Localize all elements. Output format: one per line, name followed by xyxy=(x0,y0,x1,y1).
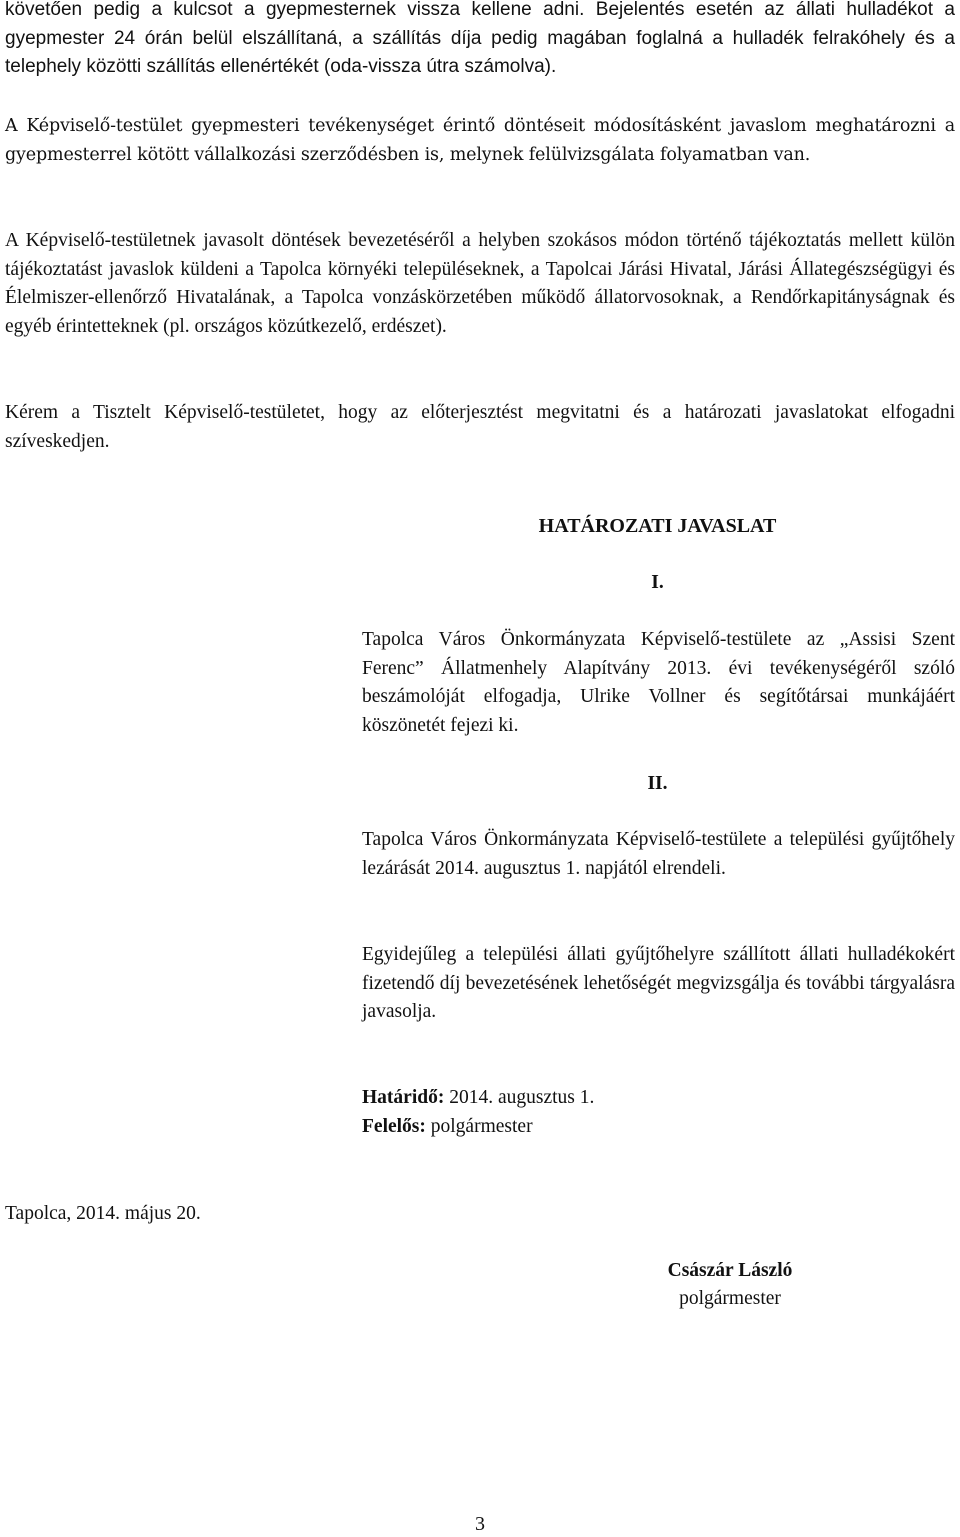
resolution-text-2a: Tapolca Város Önkormányzata Képviselő-testülete a települési gyűjtőhely lezárását 2014. augusztus 1. napjától elrendeli. xyxy=(362,829,955,879)
signer-title: polgármester xyxy=(679,1288,781,1309)
section-number-2: II. xyxy=(647,773,668,794)
place-date: Tapolca, 2014. május 20. xyxy=(5,1203,201,1224)
deadline-label: Határidő: xyxy=(362,1087,445,1108)
resolution-heading: HATÁROZATI JAVASLAT xyxy=(538,515,777,537)
paragraph-request: Kérem a Tisztelt Képviselő-testületet, hogy az előterjesztést megvitatni és a határozati javaslatokat elfogadni szíveskedjen. xyxy=(5,402,955,452)
section-number-1: I. xyxy=(651,572,664,593)
responsible-value: polgármester xyxy=(430,1116,533,1137)
paragraph-contract-amendment: A Képviselő-testület gyepmesteri tevékenységet érintő döntéseit módosításként javaslom meghatározni a gyepmesterrel kötött vállalkozási szerződésben is, melynek felülvizsgálata folyamatban van. xyxy=(5,116,955,165)
resolution-text-2b: Egyidejűleg a települési állati gyűjtőhelyre szállított állati hulladékokért fizetendő díj bevezetésének lehetőségét megvizsgálja és további tárgyalásra javasolja. xyxy=(362,944,955,1023)
responsible-label: Felelős: xyxy=(362,1116,426,1137)
signer-name: Császár László xyxy=(667,1260,793,1281)
paragraph-continuation: követően pedig a kulcsot a gyepmesternek vissza kellene adni. Bejelentés esetén az állati hulladékot a gyepmester 24 órán belül elszállítaná, a szállítás díja pedig magában foglalná a hulladék felrakóhely és a telephely közötti szállítás ellenértékét (oda-vissza útra számolva). xyxy=(5,0,955,77)
responsible-line xyxy=(362,1113,533,1141)
paragraph-notification: A Képviselő-testületnek javasolt döntések bevezetéséről a helyben szokásos módon történő tájékoztatás mellett külön tájékoztatást javaslok küldeni a Tapolca környéki településeknek, a Tapolcai Járási Hivatal, Járási Állategészségügyi és Élelmiszer-ellenőrző Hivatalának, a Tapolca vonzáskörzetében működő állatorvosoknak, a Rendőrkapitányságnak és egyéb érintetteknek (pl. országos közútkezelő, erdészet). xyxy=(5,230,955,337)
resolution-text-1: Tapolca Város Önkormányzata Képviselő-testülete az „Assisi Szent Ferenc” Állatmenhely Alapítvány 2013. évi tevékenységéről szóló beszámolóját elfogadja, Ulrike Vollner és segítőtársai munkájáért köszönetét fejezi ki. xyxy=(362,629,955,737)
page-number: 3 xyxy=(475,1513,485,1535)
deadline-value: 2014. augusztus 1. xyxy=(449,1087,595,1108)
signature-block xyxy=(600,1257,860,1313)
deadline-line xyxy=(362,1084,594,1112)
